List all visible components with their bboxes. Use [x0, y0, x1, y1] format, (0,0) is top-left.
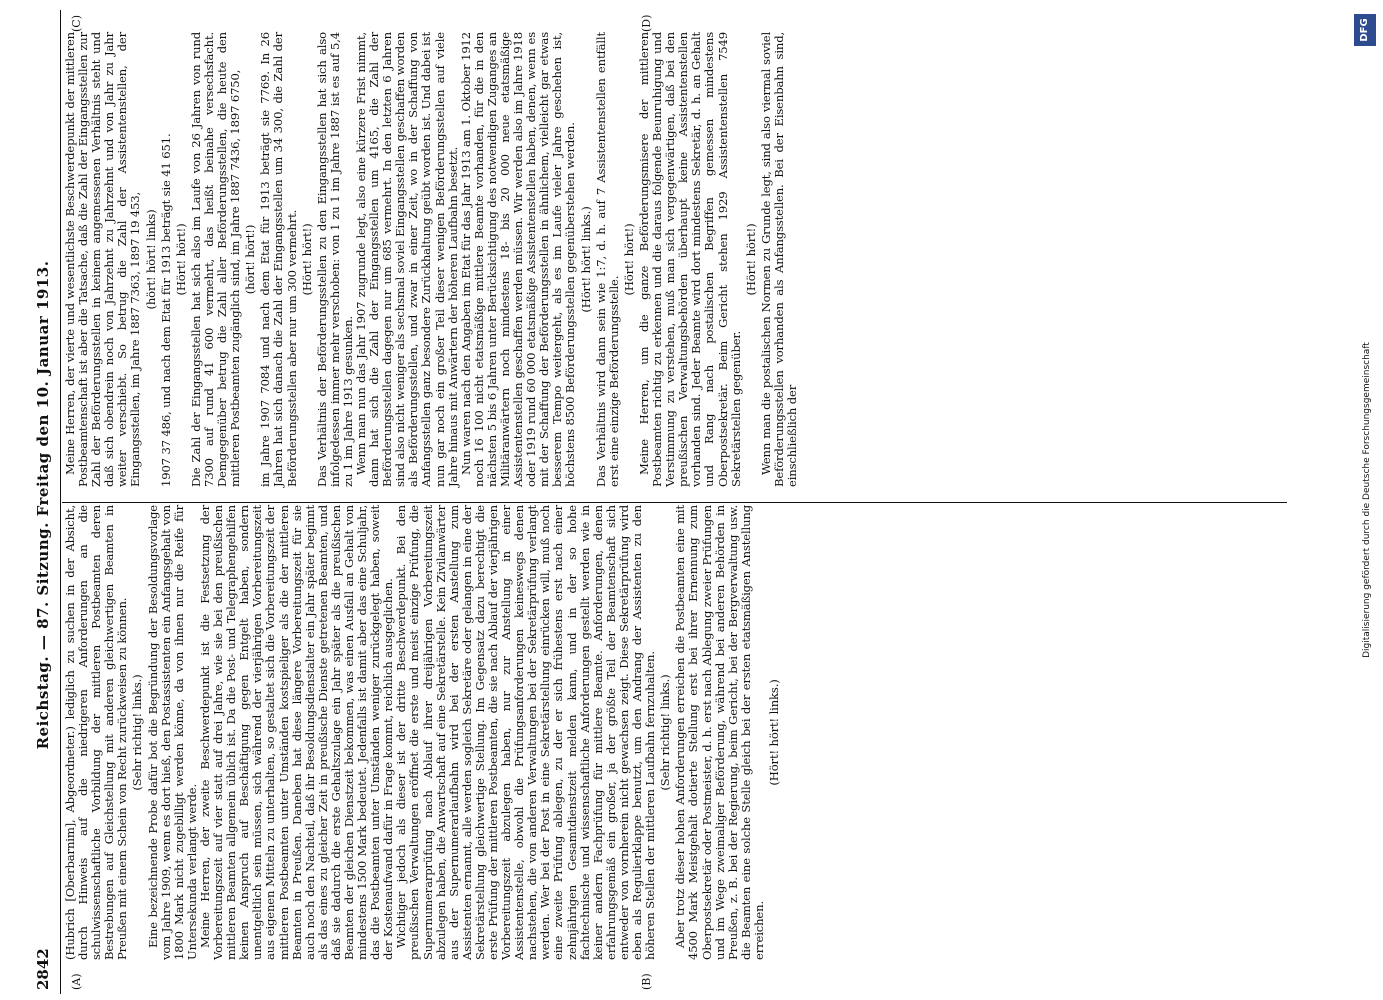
left-column	[64, 505, 783, 960]
figures-line: 1907 37 486, und nach dem Etat für 1913 beträgt sie 41 651.	[158, 133, 173, 487]
paragraph: Nun waren nach den Angaben im Etat für das Jahr 1913 am 1. Oktober 1912 noch 16 100 nicht etatsmäßige mittlere Beamte vorhanden, für die in den nächsten 5 bis 6 Jahren unter Berücksichtigung des notwendigen Zuganges an Militäranwärtern noch mindestens 18- bis 20 000 neue etatsmäßige Assistentenstellen geschaffen werden müssen. Wir werden also im Jahre 1918 oder 1919 rund 60 000 etatsmäßige Assistentenstellen haben, denen, wenn es mit der Schaffung der Beförderungsstellen in ähnlichem, vielleicht gar etwas besserem Tempo weitergeht, als es im Laufe vieler Jahre geschehen ist, höchstens 8500 Beförderungsstellen gegenüberstehen werden.	[458, 32, 578, 487]
interjection: (Sehr richtig! links.)	[658, 674, 673, 791]
margin-marker-b: (B)	[640, 973, 653, 990]
page-title: Reichstag. — 87. Sitzung. Freitag den 10. Januar 1913.	[34, 260, 52, 750]
paragraph: Das Verhältnis der Beförderungsstellen zu den Eingangsstellen hat sich also infolgedessen immer mehr verschoben: von 1 zu 1 im Jahre 1887 ist es auf 5,4 zu 1 im Jahre 1913 gesunken.	[314, 32, 355, 487]
right-column	[64, 32, 799, 487]
paragraph: Wichtiger jedoch als dieser ist der dritte Beschwerdepunkt. Bei den preußischen Verwaltungen eröffnet die erste und meist einzige Prüfung, die Supernumerarprüfung nach Ablauf ihrer dreijährigen Vorbereitungszeit abzulegen haben, die Anwartschaft auf eine Sekretärstelle. Kein Zivilanwärter aus der Supernumerarlaufbahn wird bei der ersten Anstellung zum Assistenten ernannt, alle werden sogleich Sekretäre oder gelangen in eine der Sekretärstellung gleichwertige Stellung. Im Gegensatz dazu berechtigt die erste Prüfung der mittleren Postbeamten, die sie nach Ablauf der vierjährigen Vorbereitungszeit abzulegen haben, nur zur Anstellung in einer Assistentenstelle, obwohl die Prüfungsanforderungen keineswegs denen nachstehen, die von anderen Verwaltungen bei der Sekretärprüfung verlangt werden. Wer bei der Post in eine Sekretärstellung einrücken will, muß noch eine zweite Prüfung ablegen, zu der er sich frühestens erst nach einer zehnjährigen Gesamtdienstzeit melden kann, und in der so hohe fachtechnische und wissenschaftliche Anforderungen gestellt werden wie in keiner andern Fachprüfung für mittlere Beamte. Anforderungen, denen erfahrungsgemäß ein großer, ja der größte Teil der Beamtenschaft sich entweder von vornherein nicht gewachsen zeigt. Diese Sekretärprüfung wird eben als Regulierklappe benutzt, um den Andrang der Assistenten zu den höheren Stellen der mittleren Laufbahn fernzuhalten.	[394, 505, 658, 960]
page-number: 2842	[34, 948, 52, 990]
interjection: (hört! hört!)	[243, 224, 258, 295]
paragraph: (Hubrich [Oberbarnim], Abgeordneter.) lediglich zu suchen in der Absicht, durch Hinweis auf die niedrigeren Anforderungen an die schulwissenschaftliche Vorbildung der mittleren Postbeamten deren Bestrebungen auf Gleichstellung mit anderen gleichwertigen Beamten in Preußen mit einem Schein von Recht zurückweisen zu können.	[63, 505, 130, 960]
interjection: (hört! hört! links)	[143, 209, 158, 310]
paragraph: Wenn man die postalischen Normen zu Grunde legt, sind also viermal soviel Beförderungsstellen vorhanden als Anfangsstellen. Bei der Eisenbahn sind, einschließlich der	[758, 32, 799, 487]
interjection: (Hört! hört! links.)	[766, 679, 781, 786]
figures-line: im Jahre 1907 7084 und nach dem Etat für 1913 beträgt sie 7769. In 26 Jahren hat sich danach die Zahl der Eingangsstellen um 34 300, die Zahl der Beförderungsstellen aber nur um 300 vermehrt.	[258, 32, 299, 487]
paragraph: Wenn man nun das Jahr 1907 zugrunde legt, also eine kürzere Frist nimmt, dann hat sich die Zahl der Eingangsstellen um 4165, die Zahl der Beförderungsstellen dagegen nur um 685 vermehrt. In den letzten 6 Jahren sind also nicht weniger als sechsmal soviel Eingangsstellen geschaffen worden als Beförderungsstellen, und zwar in einer Zeit, wo in der Schaffung von Anfangsstellen ganz besondere Zurückhaltung geübt worden ist. Und dabei ist nun gar noch ein großer Teil dieser wenigen Beförderungsstellen auf viele Jahre hinaus mit Anwärtern der höheren Laufbahn besetzt.	[353, 32, 460, 487]
interjection: (Hört! hört!)	[743, 223, 758, 296]
margin-marker-c: (C)	[70, 15, 83, 32]
paragraph: Die Zahl der Eingangsstellen hat sich also im Laufe von 26 Jahren von rund 7300 auf rund 41 600 vermehrt, das heißt beinahe versechsfacht. Demgegenüber betrug die Zahl aller Beförderungsstellen, die heute den mittleren Postbeamten zugänglich sind, im Jahre 1887 7436, 1897 6750,	[188, 32, 243, 487]
paragraph: Meine Herren, der vierte und wesentlichste Beschwerdepunkt der mittleren Postbeamtenschaft ist aber die Tatsache, daß die Zahl der Eingangsstellen zur Zahl der Beförderungsstellen in keinem angemessenen Verhältnis steht und daß sich obendrein noch von Jahrzehnt zu Jahrzehnt und von Jahr zu Jahr weiter verschiebt. So betrug die Zahl der Assistentenstellen, der Eingangsstellen, im Jahre 1887 7363, 1897 19 453,	[63, 32, 143, 487]
dfg-logo: DFG	[1354, 14, 1376, 46]
margin-marker-a: (A)	[70, 973, 83, 990]
running-head	[34, 20, 56, 990]
interjection: (Hört! hört!)	[299, 223, 314, 296]
interjection: (Hört! hört! links.)	[578, 206, 593, 313]
column-divider	[62, 502, 1287, 503]
margin-marker-d: (D)	[640, 14, 653, 32]
digitization-note: Digitalisierung gefördert durch die Deutsche Forschungsgemeinschaft	[1362, 342, 1372, 658]
interjection: (Sehr richtig! links.)	[130, 674, 145, 791]
paragraph: Meine Herren, der zweite Beschwerdepunkt ist die Festsetzung der Vorbereitungszeit auf vier statt auf drei Jahre, wie sie bei den preußischen mittleren Beamten allgemein üblich ist. Da die Post- und Telegraphengehilfen keinen Anspruch auf Beschäftigung gegen Entgelt haben, sondern unentgeltlich sein müssen, sich während der vierjährigen Vorbereitungszeit aus eigenen Mitteln zu unterhalten, so gestaltet sich die Vorbereitungszeit der mittleren Postbeamten unter Umständen kostspieliger als die der mittleren Beamten in Preußen. Daneben hat diese längere Vorbereitungszeit für sie auch noch den Nachteil, daß ihr Besoldungsdienstalter ein Jahr später beginnt als das eines zu gleicher Zeit in preußische Dienste getretenen Beamten, und daß sie dadurch die erste Gehaltszulage ein Jahr später als die preußischen Beamten der gleichen Dienstzeit bekommen, was einen Ausfall an Gehalt von mindestens 1500 Mark bedeutet. Jedenfalls ist damit aber das eine Schuljahr, das die Postbeamten unter Umständen weniger zurückgelegt haben, soweit der Kostenaufwand dafür in Frage kommt, reichlich ausgeglichen.	[197, 505, 396, 960]
header-rule	[60, 10, 61, 994]
paragraph: Eine bezeichnende Probe dafür bot die Begründung der Besoldungsvorlage vom Jahre 1909, wenn es dort hieß, den Postassistenten ein Anfangsgehalt von 1800 Mark nicht zugebilligt werden könne, da von ihnen nur die Reife für Untersekunda verlangt werde.	[145, 505, 199, 960]
interjection: (Hört! hört!)	[173, 223, 188, 296]
paragraph: Meine Herren, um die ganze Beförderungsmisere der mittleren Postbeamten richtig zu erkennen und die daraus folgende Beunruhigung und Verstimmung zu verstehen, muß man sich vergegenwärtigen, daß bei den preußischen Verwaltungsbehörden überhaupt keine Assistentenstellen vorhanden sind. Jeder Beamte wird dort mindestens Sekretär, d. h. an Gehalt und Rang nach postalischen Begriffen gemessen mindestens Oberpostsekretär. Beim Gericht stehen 1929 Assistentenstellen 7549 Sekretärstellen gegenüber.	[636, 32, 743, 487]
paragraph: Das Verhältnis wird dann sein wie 1:7, d. h. auf 7 Assistentenstellen entfällt erst eine einzige Beförderungsstelle.	[593, 32, 621, 487]
paragraph: Aber trotz dieser hohen Anforderungen erreichen die Postbeamten eine mit 4500 Mark Meistgehalt dotierte Stellung erst bei ihrer Ernennung zum Oberpostsekretär oder Postmeister, d. h. erst nach Ablegung zweier Prüfungen und im Wege zweimaliger Beförderung, während bei anderen Behörden in Preußen, z. B. bei der Regierung, beim Gericht, bei der Bergverwaltung usw. die Beamten eine solche Stelle gleich bei der ersten etatsmäßigen Anstellung erreichen.	[673, 505, 766, 960]
interjection: (Hört! hört!)	[621, 223, 636, 296]
